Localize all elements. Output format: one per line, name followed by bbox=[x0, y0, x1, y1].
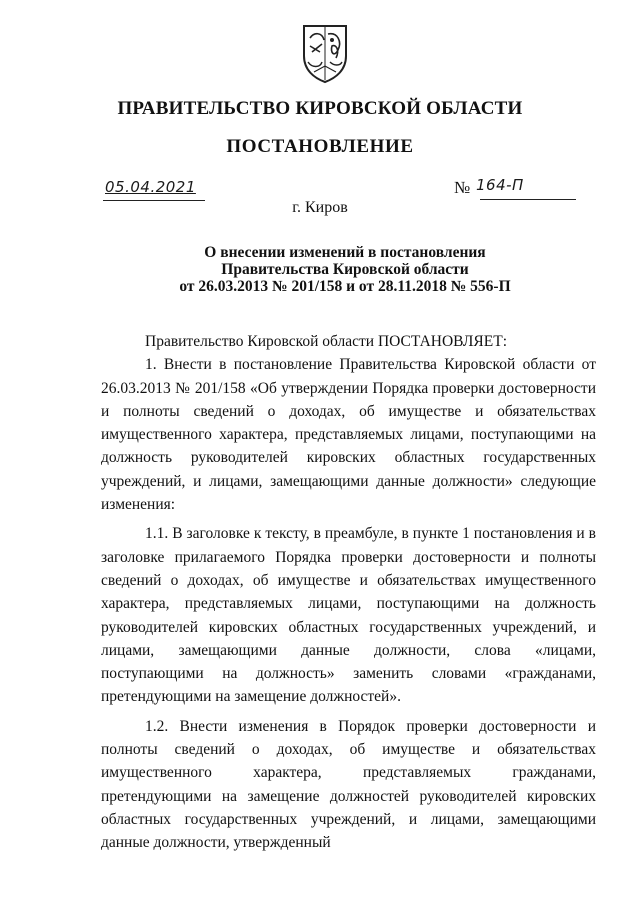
number-sign: № bbox=[454, 178, 471, 197]
coat-of-arms-icon bbox=[300, 22, 350, 84]
organization-name: ПРАВИТЕЛЬСТВО КИРОВСКОЙ ОБЛАСТИ bbox=[117, 98, 523, 119]
paragraph-item-1-2: 1.2. Внести изменения в Порядок проверки достоверности и полноты сведений о доходах, об имуществе и обязательствах имущественного характера, представляемых гражданами, претендующими на замещение должностей руководителей кировских областных государственных учреждений, и лицами, замещающими данные должности, утвержденный bbox=[101, 717, 596, 852]
paragraph-item-1-1: 1.1. В заголовке к тексту, в преамбуле, в пункте 1 постановления и в заголовке прилагаемого Порядка проверки достоверности и полноты сведений о доходах, об имуществе и обязательствах имущественного характера, представляемых лицами, поступающими на должность руководителей кировских областных государственных учреждений, и лицами, замещающими данные должности, слова «лицами, поступающими на должность» заменить словами «гражданами, претендующими на замещение должностей». bbox=[101, 525, 596, 706]
handwritten-date: 05.04.2021 bbox=[105, 178, 196, 196]
document-body bbox=[101, 330, 596, 855]
title-line: Правительства Кировской области bbox=[221, 261, 469, 278]
paragraph-item-1: 1. Внести в постановление Правительства Кировской области от 26.03.2013 № 201/158 «Об утверждении Порядка проверки достоверности и полноты сведений о доходах, об имуществе и обязательствах имущественного характера, представляемых лицами, поступающими на должность руководителей кировских областных государственных учреждений, и лицами, замещающими данные должности» следующие изменения: bbox=[101, 356, 596, 514]
number-field bbox=[454, 178, 576, 200]
title-line: от 26.03.2013 № 201/158 и от 28.11.2018 № 556-П bbox=[179, 278, 511, 295]
document-type: ПОСТАНОВЛЕНИЕ bbox=[226, 136, 414, 157]
handwritten-number: 164-П bbox=[476, 176, 524, 194]
date-field bbox=[103, 176, 205, 201]
title-line: О внесении изменений в постановления bbox=[204, 244, 486, 261]
city-name: г. Киров bbox=[292, 199, 348, 216]
document-title bbox=[0, 244, 640, 295]
preamble: Правительство Кировской области ПОСТАНОВЛЯЕТ: bbox=[145, 333, 508, 350]
